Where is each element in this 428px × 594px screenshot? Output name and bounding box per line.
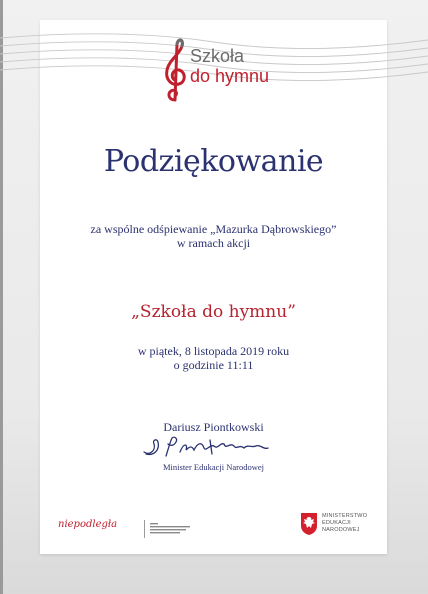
signatory-name: Dariusz Piontkowski — [163, 420, 264, 434]
ministry-name — [322, 513, 367, 534]
ministry-logo — [300, 512, 370, 544]
ministry-line-3: NARODOWEJ — [322, 527, 360, 533]
handwritten-signature — [140, 432, 290, 462]
signatory-role: Minister Edukacji Narodowej — [162, 462, 265, 472]
treble-clef-icon — [160, 36, 190, 104]
niepodlegla-logo — [58, 518, 198, 542]
action-name: „Szkoła do hymnu” — [131, 302, 296, 322]
ministry-line-1: MINISTERSTWO — [322, 513, 368, 519]
footer-divider — [144, 520, 145, 538]
program-text-lines — [150, 522, 194, 536]
polish-eagle-icon — [300, 512, 318, 536]
dedication-line-2: w ramach akcji — [176, 236, 251, 250]
niepodlegla-wordmark: niepodległa — [58, 519, 118, 530]
date-line: w piątek, 8 listopada 2019 roku — [137, 344, 290, 358]
dedication-line-1: za wspólne odśpiewanie „Mazurka Dąbrowskiego” — [90, 222, 337, 236]
logo-line-1: Szkoła — [190, 46, 245, 66]
certificate-title: Podziękowanie — [103, 144, 324, 179]
logo-szkola-do-hymnu — [152, 36, 282, 106]
ministry-line-2: EDUKACJI — [322, 520, 351, 526]
time-line: o godzinie 11:11 — [173, 358, 254, 372]
logo-line-2: do hymnu — [190, 66, 270, 86]
logo-text — [190, 46, 269, 86]
